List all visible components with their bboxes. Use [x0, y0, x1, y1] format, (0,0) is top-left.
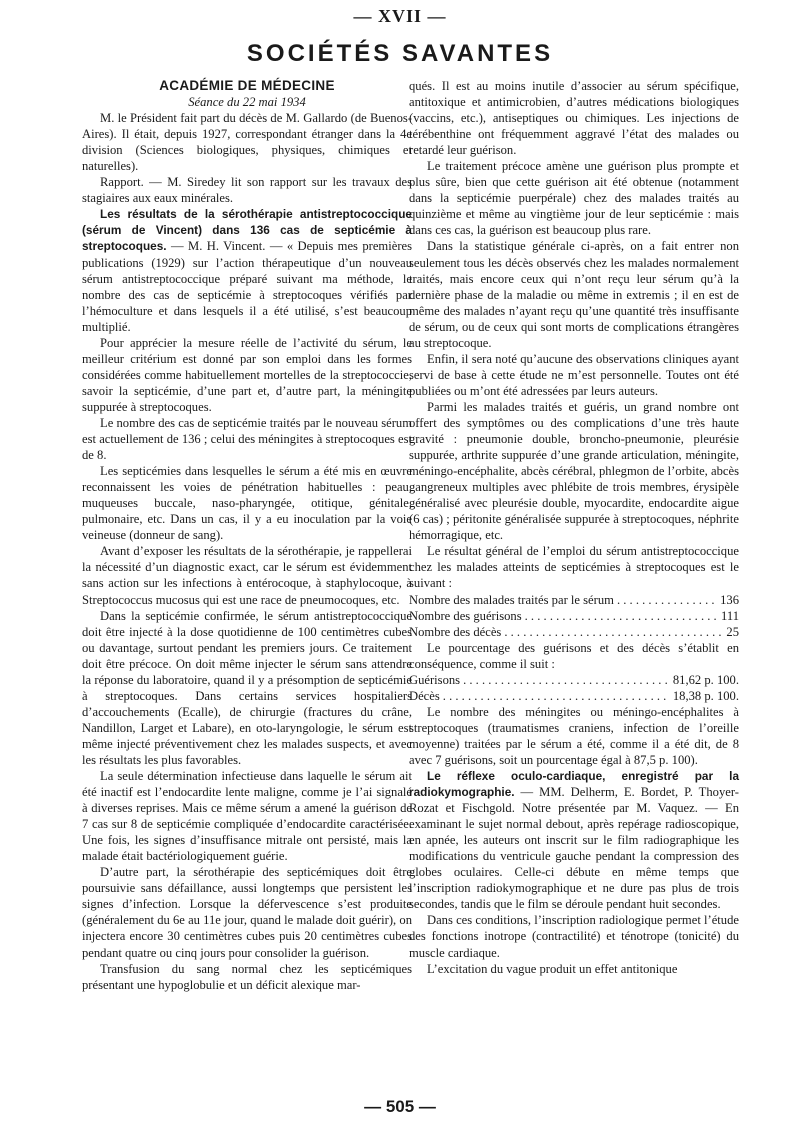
stats-value: 81,62 p. 100. — [672, 672, 739, 687]
dot-leader — [525, 608, 718, 624]
article-title: Les résultats de la sérothérapie antistreptococcique (sérum de Vincent) dans 136 cas de septicémie à streptocoques. — [82, 207, 412, 254]
stats-label: Nombre des malades traités par le sérum — [409, 592, 614, 607]
academy-title: ACADÉMIE DE MÉDECINE — [159, 78, 335, 93]
stats-label: Décès — [409, 688, 440, 703]
stats-value: 18,38 p. 100. — [672, 688, 739, 703]
stats-label: Nombre des décès — [409, 624, 502, 639]
stats-value: 25 — [726, 624, 739, 639]
paragraph: Parmi les malades traités et guéris, un grand nombre ont offert des symptômes ou des complications d’une très haute gravité : pneumonie double, broncho-pneumonie, pleurésie suppurée, arthrite suppurée d’une grande articulation, méningite, méningo-encéphalite, abcès cérébral, phlegmon de l’orbite, abcès gangreneux multiples avec phlébite de trois membres, érysipèle généralisé avec pleurésie double, myocardite, endocardite aigue (6 cas) ; péritonite généralisée suppurée à streptocoques, néphrite hémorragique, etc. — [409, 399, 739, 543]
stats-row — [409, 688, 739, 704]
paragraph-text: — M. H. Vincent. — « Depuis mes premières publications (1929) sur l’action thérapeutique d’un nouveau sérum antistreptococcique préparé suivant ma méthode, le nombre des cas de septicémie à streptocoques vérifiés par l’hémoculture et dans lesquels il a été utilisé, s’est beaucoup multiplié. — [82, 239, 413, 334]
paragraph: Enfin, il sera noté qu’aucune des observations cliniques ayant servi de base à cette étude ne m’est personnelle. Toutes ont été publiées ou m’ont été adressées par leurs auteurs. — [409, 351, 739, 398]
paragraph: qués. Il est au moins inutile d’associer au sérum spécifique, antitoxique et antimicrobien, d’autres médications biologiques (vaccins, etc.), antiseptiques ou chimiques. Les injections de térébenthine ont fréquemment aggravé l’état des malades ou retardé leur guérison. — [409, 79, 739, 158]
left-column — [82, 78, 412, 993]
paragraph: Les septicémies dans lesquelles le sérum a été mis en œuvre reconnaissent les voies de pénétration habituelles : peau, muqueuses buccale, naso-pharyngée, otitique, génitale, pulmonaire, etc. Dans un cas, il y a eu inoculation par la voie veineuse (donneur de sang). — [82, 464, 412, 543]
paragraph: Dans ces conditions, l’inscription radiologique permet l’étude des fonctions inotrope (contractilité) et ténotrope (tonicité) du muscle cardiaque. — [409, 913, 739, 960]
dot-leader — [443, 688, 670, 704]
dot-leader — [617, 592, 717, 608]
paragraph — [409, 768, 739, 912]
paragraph: Transfusion du sang normal chez les septicémiques présentant une hypoglobulie et un déficit alexique mar- — [82, 961, 412, 992]
page-number: — 505 — — [364, 1097, 436, 1116]
session-date: Séance du 22 mai 1934 — [188, 95, 306, 110]
section-title: SOCIÉTÉS SAVANTES — [246, 40, 554, 67]
paragraph — [82, 206, 412, 334]
stats-row — [409, 624, 739, 640]
stats-label: Guérisons — [409, 672, 461, 687]
stats-value: 111 — [721, 608, 739, 623]
right-column — [409, 78, 739, 977]
paragraph: Le pourcentage des guérisons et des décès s’établit en conséquence, comme il suit : — [409, 640, 739, 671]
stats-row — [409, 608, 739, 624]
stats-row — [409, 672, 739, 688]
dot-leader — [463, 672, 670, 688]
article-title: Le réflexe oculo-cardiaque, enregistré par la radiokymographie. — [409, 769, 739, 800]
paragraph: Avant d’exposer les résultats de la sérothérapie, je rappellerai la nécessité d’un diagnostic exact, car le sérum est évidemment sans action sur les infections à entérocoque, à staphylocoque, à Streptococcus mucosus qui est une race de pneumocoques, etc. — [82, 544, 412, 607]
paragraph: Le nombre des cas de septicémie traités par le nouveau sérum est actuellement de 136 ; celui des méningites à streptocoques est de 8. — [82, 415, 412, 463]
paragraph: M. le Président fait part du décès de M. Gallardo (de Buenos-Aires). Il était, depuis 1927, correspondant étranger dans la 4e division (Sciences biologiques, physiques, chimiques et naturelles). — [82, 111, 412, 174]
paragraph: La seule détermination infectieuse dans laquelle le sérum ait été inactif est l’endocardite lente maligne, comme je l’ai signalé à diverses reprises. Mais ce même sérum a amené la guérison de 7 cas sur 8 de septicémie compliquée d’endocardite caractérisée. Une fois, les signes d’insuffisance mitrale ont persisté, mais la malade était bactériologiquement guérie. — [82, 769, 412, 864]
paragraph: Le nombre des méningites ou méningo-encéphalites à streptocoques (traumatismes craniens, infection de l’oreille moyenne) traitées par le sérum a été, comme il a été dit, de 8 avec 7 guérisons, soit un pourcentage égal à 87,5 p. 100). — [409, 704, 739, 767]
paragraph: D’autre part, la sérothérapie des septicémiques doit être poursuivie sans défaillance, aussi longtemps que persistent les signes d’infection. Lorsque la défervescence s’est produite (généralement du 6e au 11e jour, quand le malade doit guérir), on injectera encore 30 centimètres cubes puis 20 centimètres cubes pendant quatre ou cinq jours pour consolider la guérison. — [82, 865, 412, 960]
stats-label: Nombre des guérisons — [409, 608, 522, 623]
paragraph-text: — MM. Delherm, E. Bordet, P. Thoyer-Rozat et Fischgold. Notre présentée par M. Vaquez. — En examinant le sujet normal debout, après repérage radioscopique, en apnée, les auteurs ont inscrit sur le film radiographique les modifications du ventricule gauche pendant la compression des globes oculaires. Celle-ci débute en même temps que l’inscription radiokymographique et ne dure pas plus de trois secondes, tandis que le film se déroule pendant huit secondes. — [409, 785, 739, 912]
stats-value: 136 — [720, 592, 739, 607]
page-number-roman: — XVII — — [353, 6, 447, 26]
paragraph: Rapport. — M. Siredey lit son rapport sur les travaux des stagiaires aux eaux minérales. — [82, 175, 412, 206]
paragraph: Dans la septicémie confirmée, le sérum antistreptococcique doit être injecté à la dose quotidienne de 100 centimètres cubes ou davantage, surtout pendant les premiers jours. Ce traitement doit être précoce. On doit même injecter le sérum sans attendre la réponse du laboratoire, quand il y a présomption de septicémie à streptocoques. Dans certains services hospitaliers d’accouchements (Ecalle), de chirurgie (fractures du crâne, Nandillon, Larget et Labare), en oto-laryngologie, le sérum est même injecté préventivement chez les malades suspects, et avec les résultats les plus favorables. — [82, 608, 412, 767]
dot-leader — [504, 624, 723, 640]
paragraph: Le résultat général de l’emploi du sérum antistreptococcique chez les malades atteints de septicémies à streptocoques est le suivant : — [409, 544, 739, 591]
paragraph: L’excitation du vague produit un effet antitonique — [427, 961, 678, 976]
stats-row — [409, 592, 739, 608]
paragraph: Le traitement précoce amène une guérison plus prompte et plus sûre, bien que cette guérison ait été obtenue (notamment dans la septicémie puerpérale) chez des malades traités au quinzième et même au vingtième jour de leur septicémie : mais dans ces cas, la guérison est beaucoup plus rare. — [409, 159, 739, 238]
paragraph: Pour apprécier la mesure réelle de l’activité du sérum, le meilleur critérium est donné par son emploi dans les formes considérées comme habituellement mortelles de la streptococcie, savoir la septicémie, d’une part et, d’autre part, la méningite suppurée à streptocoques. — [82, 335, 412, 414]
paragraph: Dans la statistique générale ci-après, on a fait entrer non seulement tous les décès observés chez les malades normalement traités, mais encore ceux qui n’ont reçu leur sérum qu’à la dernière phase de la maladie ou même in extremis ; il en est de même des malades n’ayant reçu qu’une quantité très insuffisante de sérum, ou de ceux qui sont morts de complications étrangères au streptocoque. — [409, 239, 739, 350]
